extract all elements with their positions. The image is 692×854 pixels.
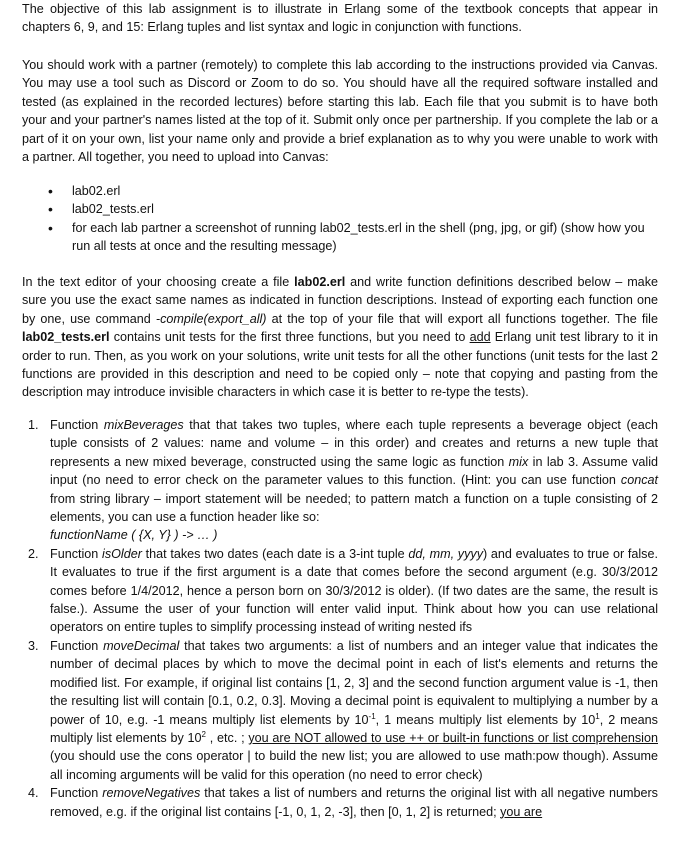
upload-item-screenshot: • for each lab partner a screenshot of running lab02_tests.erl in the shell (png, jpg, or gif) (show how you run all tests at once and the resulting message) xyxy=(44,219,648,256)
upload-list xyxy=(44,182,648,256)
filename-lab02: lab02.erl xyxy=(294,275,346,289)
function-name: moveDecimal xyxy=(103,638,180,653)
function-signature-example: functionName ( {X, Y} ) -> … ) xyxy=(50,528,218,543)
upload-item-lab02: • lab02.erl xyxy=(44,182,648,200)
intro-paragraph: The objective of this lab assignment is to illustrate in Erlang some of the textbook concepts that appear in chapters 6, 9, and 15: Erlang tuples and list syntax and logic in conjunction with functions. xyxy=(22,2,658,35)
function-name: mixBeverages xyxy=(103,418,184,432)
function-name: removeNegatives xyxy=(102,786,201,801)
add-emphasis: add xyxy=(469,330,491,345)
task-item-movedecimal: 3. Function moveDecimal that takes two arguments: a list of numbers and an integer value that indicates the number of decimal places by which to move the decimal point in each of list's elements and returns the modified list. For example, if original list contains [1, 2, 3] and the second function argument value is -1, then the resulting list will contain [0.1, 0.2, 0.3]. Moving a decimal point is equivalent to multiplying a number by a power of 10, e.g. -1 means multiply list elements by $10^{-1}$, 1 means multiply list elements by $10^1$, 2 means multiply list elements by $10^2$ , etc. ; you are NOT allowed to use ++ or built-in functions or list comprehension (you should use the cons operator | to build the new list; you are allowed to use math:pow though). Assume all incoming arguments will be valid for this operation (no need to error check) xyxy=(28,638,659,782)
function-name: isOlder xyxy=(102,546,142,561)
task-item-isolder: 2. Function isOlder that takes two dates (each date is a 3-int tuple dd, mm, yyyy) and evaluates to true or false. It evaluates to true if the first argument is a date that comes before the second argument (e.g. 30/3/2012 comes before 1/4/2012, hence a person born on 30/3/2012 is older). (If two dates are the same, the result is false.). Assume the user of your function will enter valid input. Think about how you can use relational operators on entire tuples to simplify processing instead of writing nested ifs xyxy=(28,546,658,635)
restriction-note: you are NOT allowed to use ++ or built-in functions or list comprehension xyxy=(248,730,658,745)
filename-lab02-tests: lab02_tests.erl xyxy=(22,330,110,345)
compile-command: -compile(export_all) xyxy=(155,311,267,326)
restriction-note: you are xyxy=(500,804,543,819)
task-list xyxy=(22,416,658,821)
upload-item-tests: • lab02_tests.erl xyxy=(44,200,648,218)
task-item-mixbeverages: 1. Function mixBeverages that that takes two tuples, where each tuple represents a beverage object (each tuple consists of 2 values: name and volume – in this order) and creates and returns a new tuple that represents a new mixed beverage, constructed using the same logic as function mix in lab 3. Assume valid input (no need to error check on the parameter values to this function. (Hint: you can use function concat from string library – import statement will be needed; to pattern match a function on a tuple consisting of 2 elements, you can use a function header like so: functionName ( {X, Y} ) -> … ) xyxy=(22,416,658,545)
partner-instructions-paragraph: You should work with a partner (remotely) to complete this lab according to the instructions provided via Canvas. You may use a tool such as Discord or Zoom to do so. You should have all the required software installed and tested (as explained in the recorded lectures) before starting this lab. Each file that you submit is to have both your and your partner's names listed at the top of it. Submit only once per partnership. If you complete the lab or a part of it on your own, list your name only and provide a brief explanation as to why you were unable to work with a partner. All together, you need to upload into Canvas: xyxy=(22,58,658,165)
editor-instructions-paragraph: In the text editor of your choosing create a file lab02.erl and write function definitions described below – make sure you use the exact same names as indicated in function descriptions. Instead of exporting each function one by one, use command -compile(export_all) at the top of your file that will export all functions together. The file lab02_tests.erl contains unit tests for the first three functions, but you need to add Erlang unit test library to it in order to run. Then, as you work on your solutions, write unit tests for all the other functions (unit tests for the last 2 functions are provided in this description and need to be copied only – note that copying and pasting from the description may introduce invisible characters in which case it is better to re-type the tests). xyxy=(22,275,659,400)
task-item-removenegatives: 4. Function removeNegatives that takes a list of numbers and returns the original list with all negative numbers removed, e.g. if the original list contains [-1, 0, 1, 2, -3], then [0, 1, 2] is returned; you are xyxy=(28,786,658,819)
